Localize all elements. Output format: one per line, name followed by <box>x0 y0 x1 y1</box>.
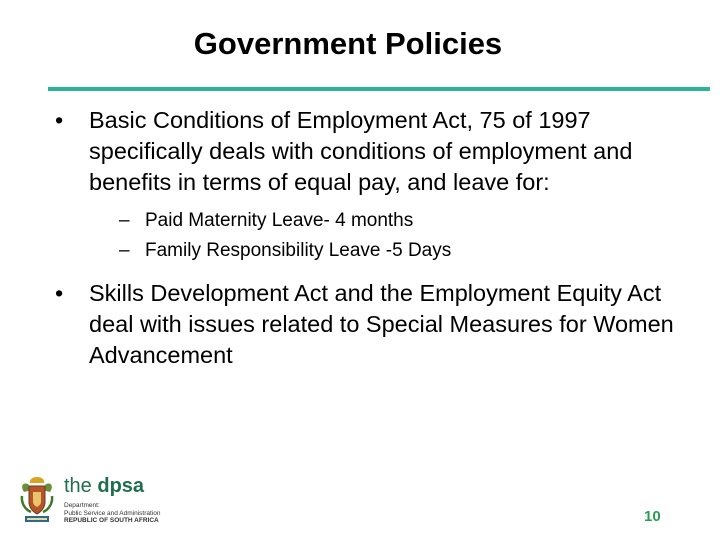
dpsa-logo <box>18 472 218 528</box>
sub-bullet-item <box>119 208 695 234</box>
dept-line-1: Department: <box>64 502 100 509</box>
sub-bullet-item <box>119 238 695 264</box>
slide-content <box>55 105 695 371</box>
brand-prefix: the <box>64 475 92 497</box>
bullet-marker: • <box>55 280 64 306</box>
sub-bullet-text: Paid Maternity Leave- 4 months <box>145 210 414 231</box>
department-text <box>64 502 214 525</box>
brand-name: dpsa <box>97 475 145 497</box>
dpsa-brand <box>64 475 144 498</box>
bullet-item <box>55 278 695 371</box>
bullet-item <box>55 105 695 198</box>
slide-title: Government Policies <box>193 26 503 61</box>
bullet-text: Skills Development Act and the Employment Equity Act deal with issues related to Special Measures for Women Advancement <box>89 280 674 368</box>
sub-bullet-text: Family Responsibility Leave -5 Days <box>145 240 452 261</box>
dash-marker: – <box>119 240 130 261</box>
coat-of-arms-icon <box>18 474 56 526</box>
title-divider <box>48 87 710 91</box>
page-number: 10 <box>644 508 661 525</box>
dept-line-2: Public Service and Administration <box>64 509 161 517</box>
dash-marker: – <box>119 210 130 231</box>
bullet-marker: • <box>55 107 64 133</box>
bullet-text: Basic Conditions of Employment Act, 75 of 1997 specifically deals with conditions of employment and benefits in terms of equal pay, and leave for: <box>89 107 633 195</box>
dept-line-3: REPUBLIC OF SOUTH AFRICA <box>64 517 159 524</box>
